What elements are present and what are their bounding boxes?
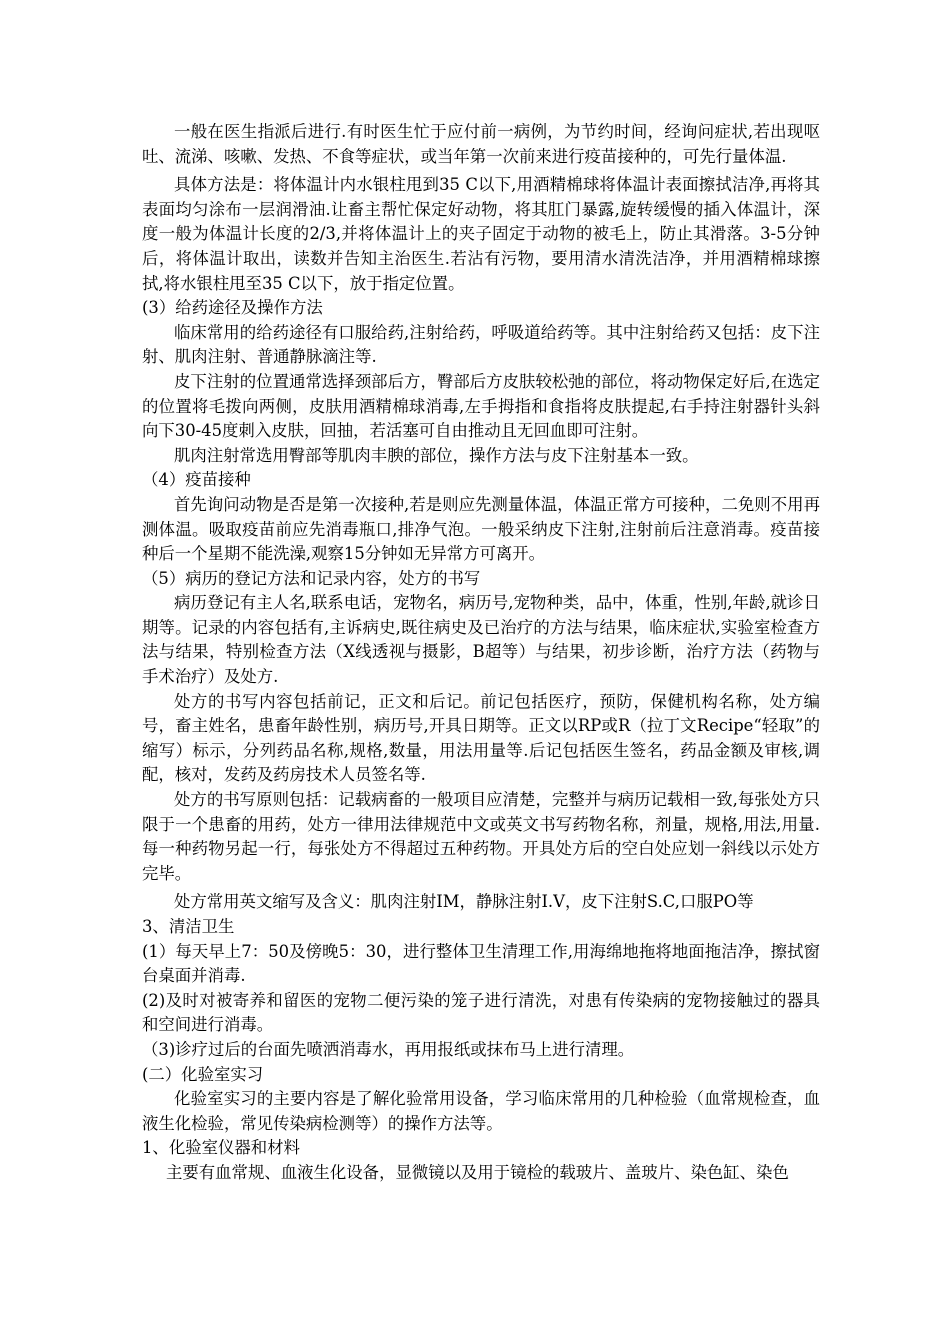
section-heading: 1、化验室仪器和材料	[142, 1138, 300, 1158]
section-heading: （4）疫苗接种	[142, 470, 251, 490]
paragraph: 肌肉注射常选用臀部等肌肉丰腴的部位，操作方法与皮下注射基本一致。	[174, 445, 699, 465]
list-item: （3)诊疗过后的台面先喷洒消毒水，再用报纸或抹布马上进行清理。	[142, 1039, 635, 1059]
list-item: (1）每天早上7：50及傍晚5：30，进行整体卫生清理工作,用海绵地拖将地面拖洁净，擦拭窗台桌面并消毒.	[142, 941, 820, 986]
paragraph: 处方的书写内容包括前记，正文和后记。前记包括医疗，预防，保健机构名称，处方编号，畜主姓名，患畜年龄性别，病历号,开具日期等。正文以RP或R（拉丁文Recipe“轻取”的缩写）标示，分列药品名称,规格,数量，用法用量等.后记包括医生签名，药品金额及审核,调配，核对，发药及药房技术人员签名等.	[142, 691, 820, 785]
document-body	[142, 120, 820, 1186]
paragraph: 皮下注射的位置通常选择颈部后方，臀部后方皮肤较松弛的部位，将动物保定好后,在选定的位置将毛拨向两侧，皮肤用酒精棉球消毒,左手拇指和食指将皮肤提起,右手持注射器针头斜向下30-45度刺入皮肤，回抽，若活塞可自由推动且无回血即可注射。	[142, 371, 820, 441]
paragraph: 主要有血常规、血液生化设备，显微镜以及用于镜检的载玻片、盖玻片、染色缸、染色	[166, 1162, 789, 1182]
paragraph: 首先询问动物是否是第一次接种,若是则应先测量体温，体温正常方可接种，二免则不用再测体温。吸取疫苗前应先消毒瓶口,排净气泡。一般采纳皮下注射,注射前后注意消毒。疫苗接种后一个星期不能洗澡,观察15分钟如无异常方可离开。	[142, 494, 820, 564]
list-item: (2)及时对被寄养和留医的宠物二便污染的笼子进行清洗，对患有传染病的宠物接触过的器具和空间进行消毒。	[142, 990, 820, 1035]
paragraph: 病历登记有主人名,联系电话，宠物名，病历号,宠物种类，品中，体重，性别,年龄,就诊日期等。记录的内容包括有,主诉病史,既往病史及已治疗的方法与结果，临床症状,实验室检查方法与结果，特别检查方法（X线透视与摄影，B超等）与结果，初步诊断，治疗方法（药物与手术治疗）及处方.	[142, 593, 820, 687]
paragraph: 处方的书写原则包括：记载病畜的一般项目应清楚，完整并与病历记载相一致,每张处方只限于一个患畜的用药，处方一律用法律规范中文或英文书写药物名称，剂量，规格,用法,用量.每一种药物另起一行，每张处方不得超过五种药物。开具处方后的空白处应划一斜线以示处方完毕。	[142, 790, 820, 883]
paragraph: 一般在医生指派后进行.有时医生忙于应付前一病例，为节约时间，经询问症状,若出现呕吐、流涕、咳嗽、发热、不食等症状，或当年第一次前来进行疫苗接种的，可先行量体温.	[142, 122, 820, 166]
section-heading: 3、清洁卫生	[142, 917, 235, 936]
section-heading: （5）病历的登记方法和记录内容，处方的书写	[142, 568, 481, 588]
paragraph: 具体方法是：将体温计内水银柱甩到35 C以下,用酒精棉球将体温计表面擦拭洁净,再将其表面均匀涂布一层润滑油.让畜主帮忙保定好动物，将其肛门暴露,旋转缓慢的插入体温计，深度一般为体温计长度的2/3,并将体温计上的夹子固定于动物的被毛上，防止其滑落。3-5分钟后，将体温计取出，读数并告知主治医生.若沾有污物，要用清水清洗洁净，并用酒精棉球擦拭,将水银柱甩至35 C以下，放于指定位置。	[142, 175, 820, 293]
section-heading: (二）化验室实习	[142, 1064, 264, 1084]
paragraph: 临床常用的给药途径有口服给药,注射给药，呼吸道给药等。其中注射给药又包括：皮下注射、肌肉注射、普通静脉滴注等.	[142, 322, 820, 367]
paragraph: 处方常用英文缩写及含义：肌肉注射IM，静脉注射I.V，皮下注射S.C,口服PO等	[174, 892, 754, 912]
paragraph: 化验室实习的主要内容是了解化验常用设备，学习临床常用的几种检验（血常规检查，血液生化检验，常见传染病检测等）的操作方法等。	[142, 1089, 820, 1133]
section-heading: (3）给药途径及操作方法	[142, 298, 323, 318]
